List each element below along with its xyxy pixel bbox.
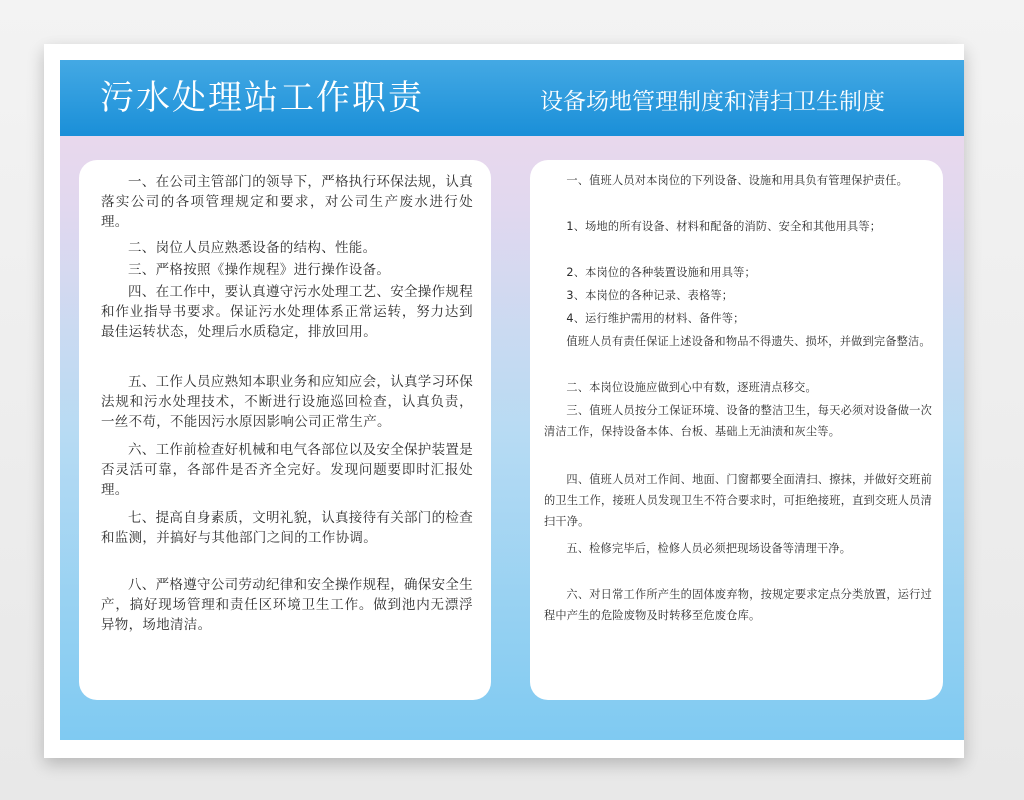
rule-paragraph: 二、本岗位设施应做到心中有数，逐班清点移交。 xyxy=(566,381,817,394)
duty-paragraph: 一、在公司主管部门的领导下，严格执行环保法规，认真落实公司的各项管理规定和要求，对公司生产废水进行处理。 xyxy=(101,174,473,230)
header-bar xyxy=(60,60,964,136)
duty-paragraph: 五、工作人员应熟知本职业务和应知应会，认真学习环保法规和污水处理技术，不断进行设施巡回检查，认真负责，一丝不苟，不能因污水原因影响公司正常生产。 xyxy=(101,374,473,430)
duty-paragraph: 六、工作前检查好机械和电气各部位以及安全保护装置是否灵活可靠，各部件是否齐全完好。发现问题要即时汇报处理。 xyxy=(101,442,473,498)
poster-board xyxy=(60,60,964,740)
rule-paragraph: 1、场地的所有设备、材料和配备的消防、安全和其他用具等； xyxy=(566,220,882,233)
rule-paragraph: 3、本岗位的各种记录、表格等； xyxy=(566,289,734,302)
rule-paragraph: 2、本岗位的各种装置设施和用具等； xyxy=(566,266,756,279)
duty-paragraph: 三、严格按照《操作规程》进行操作设备。 xyxy=(128,262,391,278)
duty-paragraph: 二、岗位人员应熟悉设备的结构、性能。 xyxy=(128,240,377,256)
duty-paragraph: 四、在工作中，要认真遵守污水处理工艺、安全操作规程和作业指导书要求。保证污水处理体系正常运转，努力达到最佳运转状态，处理后水质稳定，排放回用。 xyxy=(101,284,473,340)
duty-paragraph: 七、提高自身素质，文明礼貌，认真接待有关部门的检查和监测，并搞好与其他部门之间的工作协调。 xyxy=(101,510,473,546)
rule-paragraph: 五、检修完毕后，检修人员必须把现场设备等清理干净。 xyxy=(566,542,852,555)
rule-paragraph: 值班人员有责任保证上述设备和物品不得遗失、损坏，并做到完备整洁。 xyxy=(566,335,931,348)
rule-paragraph: 4、运行维护需用的材料、备件等； xyxy=(566,312,745,325)
left-section-title: 污水处理站工作职责 xyxy=(100,78,424,118)
duty-paragraph: 八、严格遵守公司劳动纪律和安全操作规程，确保安全生产，搞好现场管理和责任区环境卫生工作。做到池内无漂浮异物，场地清洁。 xyxy=(101,577,473,633)
rule-paragraph: 四、值班人员对工作间、地面、门窗都要全面清扫、擦抹，并做好交班前的卫生工作，接班人员发现卫生不符合要求时，可拒绝接班，直到交班人员清扫干净。 xyxy=(544,473,932,528)
duties-panel xyxy=(79,160,491,700)
rule-paragraph: 六、对日常工作所产生的固体废弃物，按规定要求定点分类放置，运行过程中产生的危险废物及时转移至危废仓库。 xyxy=(544,588,932,622)
right-section-title: 设备场地管理制度和清扫卫生制度 xyxy=(540,89,885,115)
management-panel xyxy=(530,160,943,700)
rule-paragraph: 三、值班人员按分工保证环境、设备的整洁卫生，每天必须对设备做一次清洁工作，保持设备本体、台板、基础上无油渍和灰尘等。 xyxy=(544,404,932,438)
rule-paragraph: 一、值班人员对本岗位的下列设备、设施和用具负有管理保护责任。 xyxy=(566,174,909,187)
